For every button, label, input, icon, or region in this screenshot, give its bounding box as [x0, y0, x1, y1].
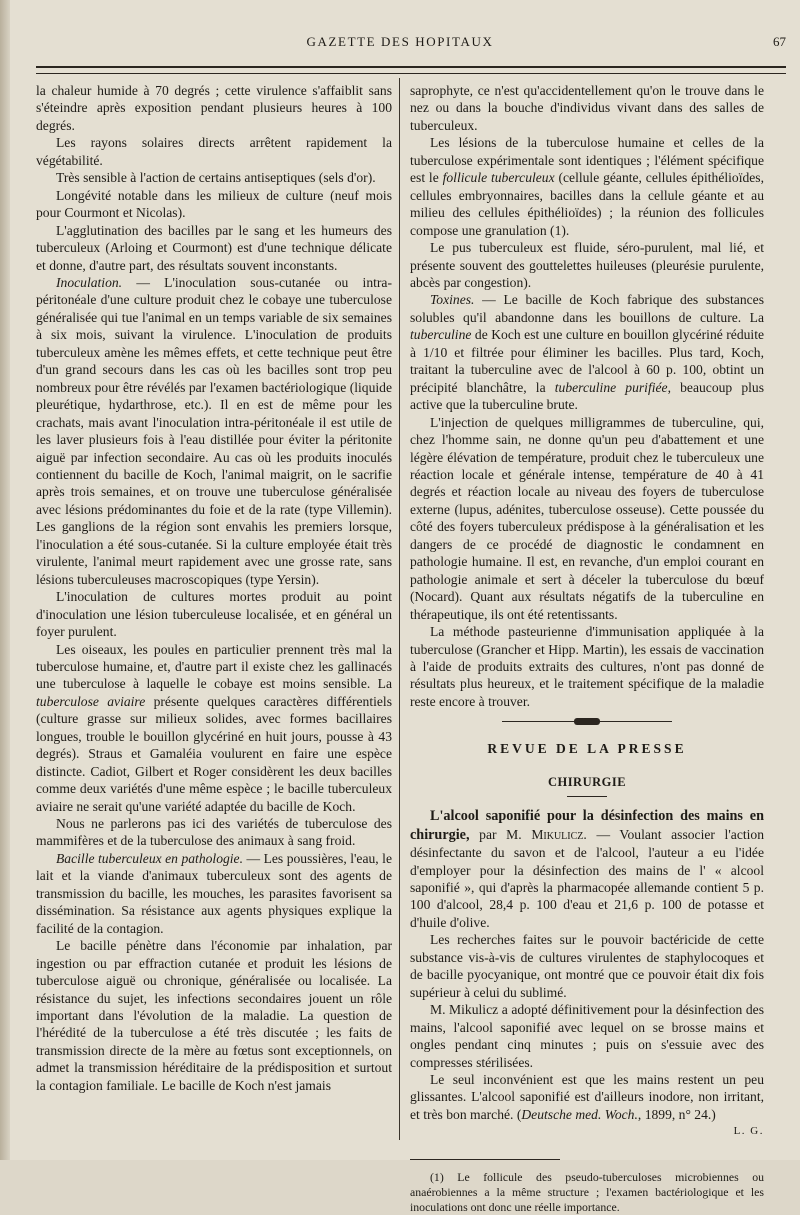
author-prefix: par M. — [479, 826, 522, 842]
section-title: REVUE DE LA PRESSE — [487, 741, 687, 757]
paragraph-text: . — Voulant associer l'action désinfectante du savon et de l'alcool, l'auteur a eu l'idée d'employer pour la désinfection des mains de l' « alcool saponifié », qui d'après la pharmacopée allemande contient 5 p. 100 d'alcool, 28,4 p. 100 d'eau et 21,6 p. 100 de potasse et d'huile d'olive. — [410, 826, 764, 930]
source-journal: Deutsche med. Woch. — [521, 1106, 638, 1122]
paragraph-text: Le seul inconvénient est que les mains restent un peu glissantes. L'alcool saponifié est d'ailleurs inodore, non irritant, et très bon marché. ( — [410, 1072, 764, 1122]
paragraph-toxines — [410, 291, 764, 413]
paragraph-text: , beaucoup plus active que la tuberculine brute. — [410, 379, 764, 413]
paragraph: Les rayons solaires directs arrêtent rapidement la végétabilité. — [36, 135, 392, 168]
column-separator — [399, 78, 400, 1140]
article-title: L'alcool saponifié pour la désinfection des mains en chirurgie, — [410, 808, 764, 843]
article-first-paragraph — [410, 807, 764, 931]
paragraph: Les recherches faites sur le pouvoir bactéricide de cette substance vis-à-vis de cultures virulentes de staphylocoques et de bacille pyocyanique, ont montré que ce pouvoir était dix fois supérieur à celui du sublimé. — [410, 932, 764, 1000]
header-rule-thin — [36, 73, 786, 74]
page-header — [14, 34, 786, 56]
paragraph: La méthode pasteurienne d'immunisation appliquée à la tuberculose (Grancher et Hipp. Martin), les essais de vaccination à l'aide de produits extraits des cultures, n'ont pas donné de résultats plus heureux, et le traitement spécifique de la maladie reste encore à trouver. — [410, 624, 764, 709]
subsection-rule — [567, 796, 607, 797]
paragraph: saprophyte, ce n'est qu'accidentellement qu'on le trouve dans le nez ou dans la bouche d'individus vivant dans des salles de tuberculeux. — [410, 83, 764, 133]
paragraph-text: présente quelques caractères différentiels (culture grasse sur milieux solides, avec formes bacillaires longues, trouble le bouillon glycériné en huit jours, pousse à 43 degrés). Straus et Gamaléia voulurent en faire une espèce distincte. Cadiot, Gilbert et Roger considèrent les deux bacilles comme deux variétés d'une même espèce ; le bacille tuberculeux aviaire ne serait qu'une variété adaptée du bacille de Koch. — [36, 693, 392, 814]
paragraph: la chaleur humide à 70 degrés ; cette virulence s'affaiblit sans s'éteindre après exposition pendant plusieurs heures à 100 degrés. — [36, 83, 392, 133]
paragraph-aviaire — [36, 641, 392, 816]
left-column — [36, 82, 392, 1094]
section-ornament — [502, 718, 672, 726]
paragraph: Très sensible à l'action de certains antiseptiques (sels d'or). — [56, 170, 376, 186]
paragraph: L'agglutination des bacilles par le sang et les humeurs des tuberculeux (Arloing et Courmont) est d'une technique délicate et donne, d'autre part, des résultats souvent inconstants. — [36, 222, 392, 273]
author-name: Mikulicz — [531, 826, 584, 842]
right-column — [410, 82, 764, 1215]
paragraph-text: — Les poussières, l'eau, le lait et la viande d'animaux tuberculeux sont des agents de transmission du bacille, les mouches, les parasites favorisent sa dissémination. Sa résistance aux agents physiques explique la facilité de la contagion. — [36, 850, 392, 936]
paragraph-text: de Koch est une culture en bouillon glycériné réduite à 1/10 et filtrée pour éliminer les bacilles. Plus tard, Koch, traitant la tuberculine avec de l'alcool à 60 p. 100, obtint un précipité blanchâtre, la — [410, 327, 765, 395]
paragraph: Nous ne parlerons pas ici des variétés de tuberculose des mammifères et de la tuberculose des animaux à sang froid. — [36, 816, 392, 849]
paragraph-text: (cellule géante, cellules épithélioïdes, cellules embryonnaires, bacilles dans la cellule géante et au milieu des cellules épithélioïdes) ; la réunion des follicules compose une granulation (1). — [410, 170, 764, 238]
paragraph-text: Les oiseaux, les poules en particulier prennent très mal la tuberculose humaine, et, d'autre part il existe chez les gallinacés une tuberculose à laquelle le cobaye est moins sensible. La — [36, 641, 392, 692]
paragraph: Le pus tuberculeux est fluide, séro-purulent, mal lié, et présente souvent des gouttelettes huileuses (pleurésie purulente, abcès par congestion). — [410, 240, 764, 290]
follicule-term: follicule tuberculeux — [442, 170, 555, 186]
source-detail: , 1899, n° 24.) — [637, 1106, 716, 1122]
paragraph: Le bacille pénètre dans l'économie par inhalation, par ingestion ou par effraction cutanée et produit les lésions de tuberculose aiguë ou chronique, généralisée ou localisée. La résistance du sujet, les infections secondaires jouent un rôle important dans l'évolution de la maladie. La question de l'hérédité de la tuberculose a été très discutée ; les faits de transmission directe de la mère au fœtus sont exceptionnels, on admet la transmission héréditaire de la prédisposition et surtout la contagion familiale. Le bacille de Koch n'est jamais — [36, 938, 392, 1093]
paragraph-follicule — [410, 134, 764, 239]
inoculation-heading: Inoculation. — [56, 274, 123, 290]
bacille-heading: Bacille tuberculeux en pathologie. — [56, 850, 243, 866]
subsection-title: CHIRURGIE — [547, 774, 627, 789]
binding-edge — [0, 0, 10, 1160]
paragraph-inoculation — [36, 274, 392, 588]
tuberculine-term: tuberculine — [410, 327, 472, 343]
signature: L. G. — [733, 1125, 764, 1138]
paragraph-text: — Le bacille de Koch fabrique des substances solubles qu'il abandonne dans les bouillons de culture. La — [410, 292, 764, 325]
footnote: (1) Le follicule des pseudo-tuberculoses microbiennes ou anaérobiennes a la même structure ; l'examen bactériologique et les inoculations ont donc une réelle importance. — [410, 1169, 764, 1214]
journal-title: GAZETTE DES HOPITAUX — [306, 34, 494, 49]
paragraph-text: Les lésions de la tuberculose humaine et celles de la tuberculose expérimentale sont identiques ; l'élément spécifique est le — [410, 135, 764, 186]
paragraph: M. Mikulicz a adopté définitivement pour la désinfection des mains, l'alcool saponifié avec lequel on se brosse mains et ongles pendant cinq minutes ; puis on s'essuie avec des compresses stérilisées. — [410, 1002, 764, 1070]
paragraph: Longévité notable dans les milieux de culture (neuf mois pour Courmont et Nicolas). — [36, 187, 392, 221]
page-number: 67 — [773, 34, 786, 49]
header-rule-thick — [36, 66, 786, 68]
paragraph-pathologie — [36, 850, 392, 937]
paragraph-source — [410, 1071, 764, 1123]
aviaire-term: tuberculose aviaire — [36, 693, 146, 709]
paragraph: L'inoculation de cultures mortes produit au point d'inoculation une lésion tuberculeuse localisée, et en général un foyer purulent. — [36, 589, 392, 640]
toxines-heading: Toxines. — [430, 292, 475, 308]
paragraph-text: — L'inoculation sous-cutanée ou intra-péritonéale d'une culture produit chez le cobaye une tuberculose généralisée qui tue l'animal en un temps variable de six semaines à six mois, suivant la virulence. L'inoculation de produits tuberculeux amène les mêmes effets, et cette technique peut être d'un grand secours dans les cas où les bacilles sont trop peu nombreux pour être révélés par l'examen bactériologique (liquide pleurétique, hydarthrose, etc.). Il en est de même pour les crachats, mais avant l'inoculation intra-péritonéale il est utile de les laver plusieurs fois à l'eau distillée pour éviter la péritonite aiguë par infection secondaire. Au cas où les produits inoculés contiennent du bacille de Koch, l'animal maigrit, on le sacrifie après trois semaines, et on trouve une tuberculose généralisée avec lésions prédominantes du foie et de la rate (type Villemin). Les ganglions de la région sont envahis les premiers lorsque, l'inoculation a été sous-cutanée. Si la culture employée était très virulente, l'animal meurt rapidement avec une grosse rate, sans lésions tuberculeuses macroscopiques (type Yersin). — [36, 274, 392, 587]
tuberculine-purifiee-term: tuberculine purifiée — [554, 379, 668, 395]
paragraph: L'injection de quelques milligrammes de tuberculine, qui, chez l'homme sain, ne donne qu'un peu d'abattement et une légère élévation de température, produit chez le tuberculeux une réaction locale et générale intense, température de 40 à 41 degrés et réaction locale au niveau des foyers de tuberculose externe (lupus, adénites, tuberculose osseuse). Cette poussée du côté des foyers tuberculeux prédispose à la généralisation et les dangers de ce procédé de diagnostic le condamnent en pathologie humaine. Il est, en revanche, d'un emploi courant en pathologie animale et sert à déceler la tuberculose du bœuf (Nocard). Quant aux résultats négatifs de la tuberculine en thérapeutique, ils ont été retentissants. — [410, 414, 764, 622]
